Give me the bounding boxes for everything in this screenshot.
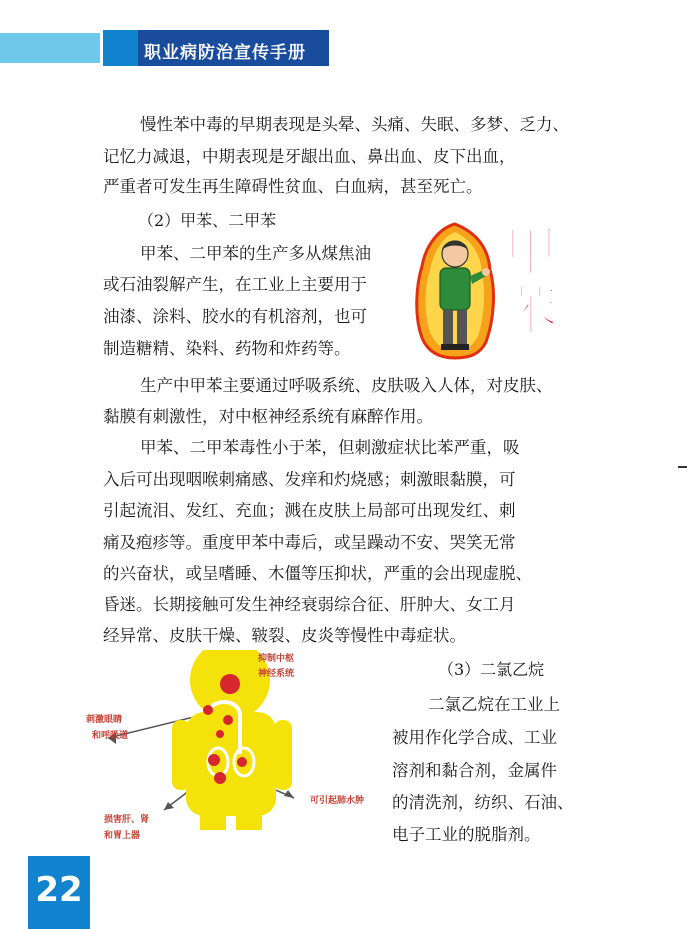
paragraph-line: 溶剂和黏合剂，金属件: [392, 761, 557, 780]
header-tab-accent: [103, 30, 138, 66]
paragraph-line: 严重者可发生再生障碍性贫血、白血病，甚至死亡。: [103, 177, 483, 196]
label-liver-kidney: 和胃上器: [104, 831, 141, 841]
paragraph-line: 昏迷。长期接触可发生神经衰弱综合征、肝肿大、女工月: [103, 595, 516, 614]
toluene-poisoning-illustration: [410, 220, 500, 360]
paragraph-line: 经异常、皮肤干燥、皲裂、皮炎等慢性中毒症状。: [103, 626, 466, 645]
paragraph-line: 或石油裂解产生，在工业上主要用于: [103, 275, 367, 294]
paragraph-line: 入后可出现咽喉刺痛感、发痒和灼烧感；刺激眼黏膜，可: [103, 470, 516, 489]
char-ben: 苯: [504, 280, 558, 338]
section-heading: （3）二氯乙烷: [438, 660, 545, 679]
margin-mark: [678, 466, 687, 468]
paragraph-line: 电子工业的脱脂剂。: [392, 825, 541, 844]
paragraph-line: 制造糖精、染料、药物和炸药等。: [103, 339, 351, 358]
toluene-characters-graphic: [498, 218, 564, 338]
page-title: 职业病防治宣传手册: [144, 43, 306, 63]
paragraph-line: 痛及疱疹等。重度甲苯中毒后，或呈躁动不安、哭笑无常: [103, 533, 516, 552]
label-pulmonary-edema: 可引起肺水肿: [310, 796, 365, 806]
label-cns: 神经系统: [258, 669, 295, 679]
paragraph-line: 甲苯、二甲苯毒性小于苯，但刺激症状比苯严重，吸: [140, 438, 520, 457]
paragraph-line: 记忆力减退，中期表现是牙龈出血、鼻出血、皮下出血，: [103, 147, 516, 166]
label-liver-kidney: 损害肝、肾: [104, 815, 150, 825]
header-stripe: [0, 33, 100, 63]
page-number: 22: [28, 856, 90, 929]
label-respiratory: 和呼吸道: [92, 731, 129, 741]
label-cns: 抑制中枢: [258, 654, 295, 664]
char-jia: 甲: [504, 220, 558, 283]
paragraph-line: 油漆、涂料、胶水的有机溶剂，也可: [103, 307, 367, 326]
paragraph-line: 被用作化学合成、工业: [392, 728, 557, 747]
paragraph-line: 引起流泪、发红、充血；溅在皮肤上局部可出现发红、刺: [103, 501, 516, 520]
paragraph-line: 甲苯、二甲苯的生产多从煤焦油: [140, 244, 371, 263]
label-respiratory: 刺激眼睛: [86, 715, 123, 725]
paragraph-line: 生产中甲苯主要通过呼吸系统、皮肤吸入人体，对皮肤、: [140, 376, 553, 395]
paragraph-line: 的兴奋状，或呈嗜睡、木僵等压抑状，严重的会出现虚脱、: [103, 564, 532, 583]
section-heading: （2）甲苯、二甲苯: [138, 211, 277, 230]
paragraph-line: 黏膜有刺激性，对中枢神经系统有麻醉作用。: [103, 407, 433, 426]
paragraph-line: 慢性苯中毒的早期表现是头晕、头痛、失眠、多梦、乏力、: [140, 115, 569, 134]
paragraph-line: 二氯乙烷在工业上: [428, 695, 560, 714]
paragraph-line: 的清洗剂，纺织、石油、: [392, 793, 574, 812]
